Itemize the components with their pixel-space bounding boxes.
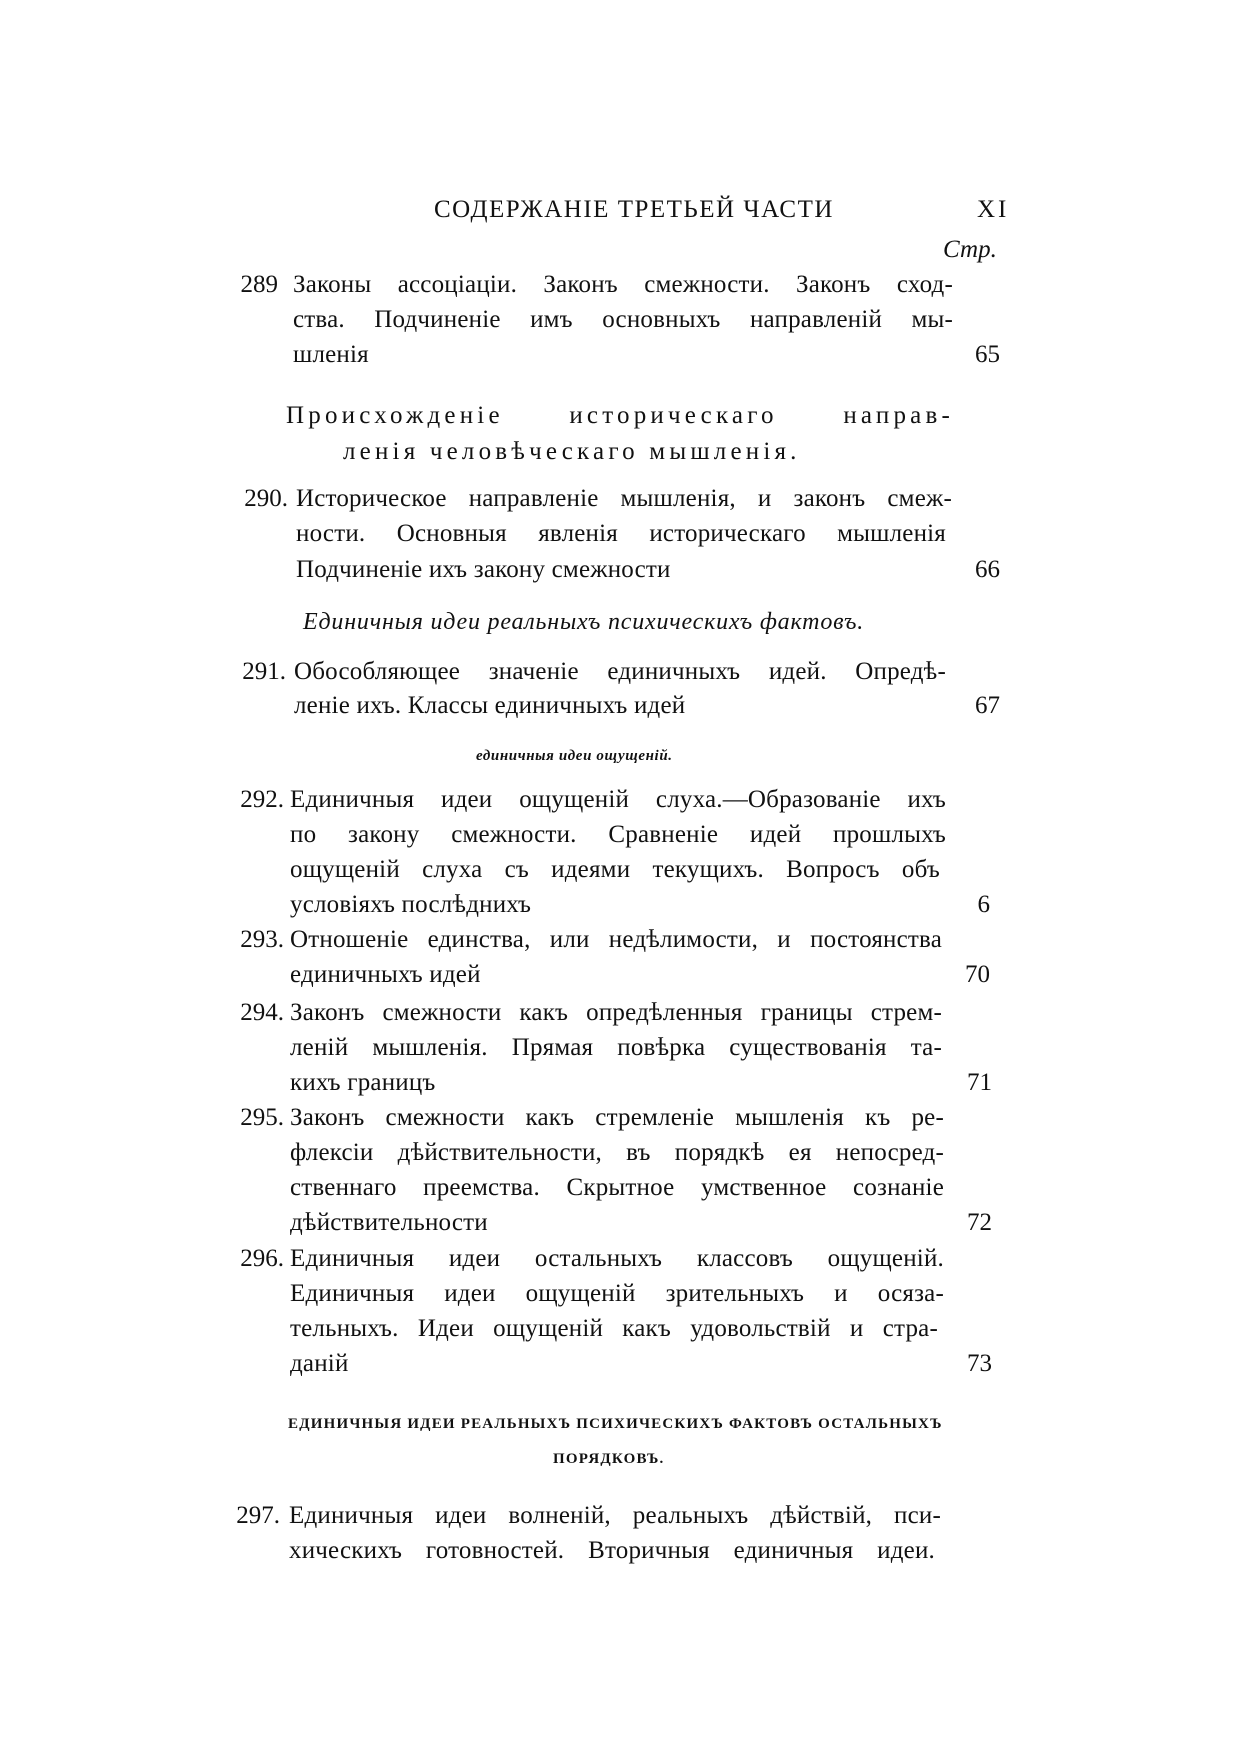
entry-line: Отношеніе единства, или недѣлимости, и постоянства <box>290 926 942 953</box>
entry-page: 67 <box>975 692 1000 719</box>
entry-line: ности. Основныя явленія историческаго мышленія <box>296 520 946 547</box>
entry-line: Законы ассоціаціи. Законъ смежности. Законъ сход- <box>293 271 953 298</box>
entry-line: ственнаго преемства. Скрытное умственное сознаніе <box>290 1174 944 1201</box>
entry-line: условіяхъ послѣднихъ <box>290 891 532 918</box>
section-heading-line: Происхожденіе историческаго направ- <box>286 402 954 429</box>
entry-line: даній <box>290 1350 349 1377</box>
entry-line: кихъ границъ <box>290 1069 436 1096</box>
entry-line: Историческое направленіе мышленія, и законъ смеж- <box>296 485 952 512</box>
section-heading-line: ленія человѣческаго мышленія. <box>343 438 801 465</box>
entry-line: ощущеній слуха съ идеями текущихъ. Вопросъ объ <box>290 856 940 883</box>
entry-number: 297. <box>236 1502 280 1529</box>
section-heading: Единичныя идеи реальныхъ психическихъ фактовъ. <box>303 609 865 635</box>
entry-line: дѣйствительности <box>290 1209 488 1236</box>
entry-page: 73 <box>967 1350 992 1377</box>
entry-page: 66 <box>975 556 1000 583</box>
entry-page: 72 <box>967 1209 992 1236</box>
entry-line: единичныхъ идей <box>290 961 481 988</box>
entry-line: леній мышленія. Прямая повѣрка существованія та- <box>290 1034 942 1061</box>
entry-line: Законъ смежности какъ опредѣленныя границы стрем- <box>290 999 942 1026</box>
entry-line: Единичныя идеи ощущеній зрительныхъ и осяза- <box>290 1280 944 1307</box>
entry-line: Единичныя идеи ощущеній слуха.—Образованіе ихъ <box>290 786 946 813</box>
entry-line: ства. Подчиненіе имъ основныхъ направленій мы- <box>293 306 953 333</box>
entry-number: 291. <box>242 658 286 685</box>
entry-line: Единичныя идеи волненій, реальныхъ дѣйствій, пси- <box>289 1502 941 1529</box>
entry-line: тельныхъ. Идеи ощущеній какъ удовольствій и стра- <box>290 1315 938 1342</box>
entry-line: по закону смежности. Сравненіе идей прошлыхъ <box>290 821 946 848</box>
entry-line: шленія <box>293 341 369 368</box>
entry-number: 295. <box>240 1104 284 1131</box>
page-number: XI <box>977 196 1010 223</box>
section-heading: единичныя идеи ощущеній. <box>476 748 673 764</box>
entry-line: Единичныя идеи остальныхъ классовъ ощущеній. <box>290 1245 944 1272</box>
page-column-label: Стр. <box>943 236 997 263</box>
section-heading-line: ПОРЯДКОВЪ. <box>553 1451 665 1467</box>
entry-number: 290. <box>244 485 288 512</box>
entry-page: 71 <box>967 1069 992 1096</box>
entry-page: 65 <box>975 341 1000 368</box>
entry-line: леніе ихъ. Классы единичныхъ идей <box>294 692 686 719</box>
entry-line: Законъ смежности какъ стремленіе мышленія къ ре- <box>290 1104 944 1131</box>
entry-number: 289 <box>240 271 278 298</box>
entry-line: хическихъ готовностей. Вторичныя единичныя идеи. <box>289 1537 935 1564</box>
entry-number: 293. <box>240 926 284 953</box>
entry-number: 292. <box>240 786 284 813</box>
entry-line: флексіи дѣйствительности, въ порядкѣ ея непосред- <box>290 1139 944 1166</box>
entry-number: 294. <box>240 999 284 1026</box>
entry-line: Обособляющее значеніе единичныхъ идей. Опредѣ- <box>294 658 946 685</box>
entry-page: 70 <box>965 961 990 988</box>
entry-number: 296. <box>240 1245 284 1272</box>
section-heading-line: ЕДИНИЧНЫЯ ИДЕИ РЕАЛЬНЫХЪ ПСИХИЧЕСКИХЪ ФАКТОВЪ ОСТАЛЬНЫХЪ <box>288 1416 943 1432</box>
running-head: СОДЕРЖАНІЕ ТРЕТЬЕЙ ЧАСТИ <box>434 196 834 223</box>
entry-line: Подчиненіе ихъ закону смежности <box>296 556 671 583</box>
entry-page: 6 <box>977 891 990 918</box>
